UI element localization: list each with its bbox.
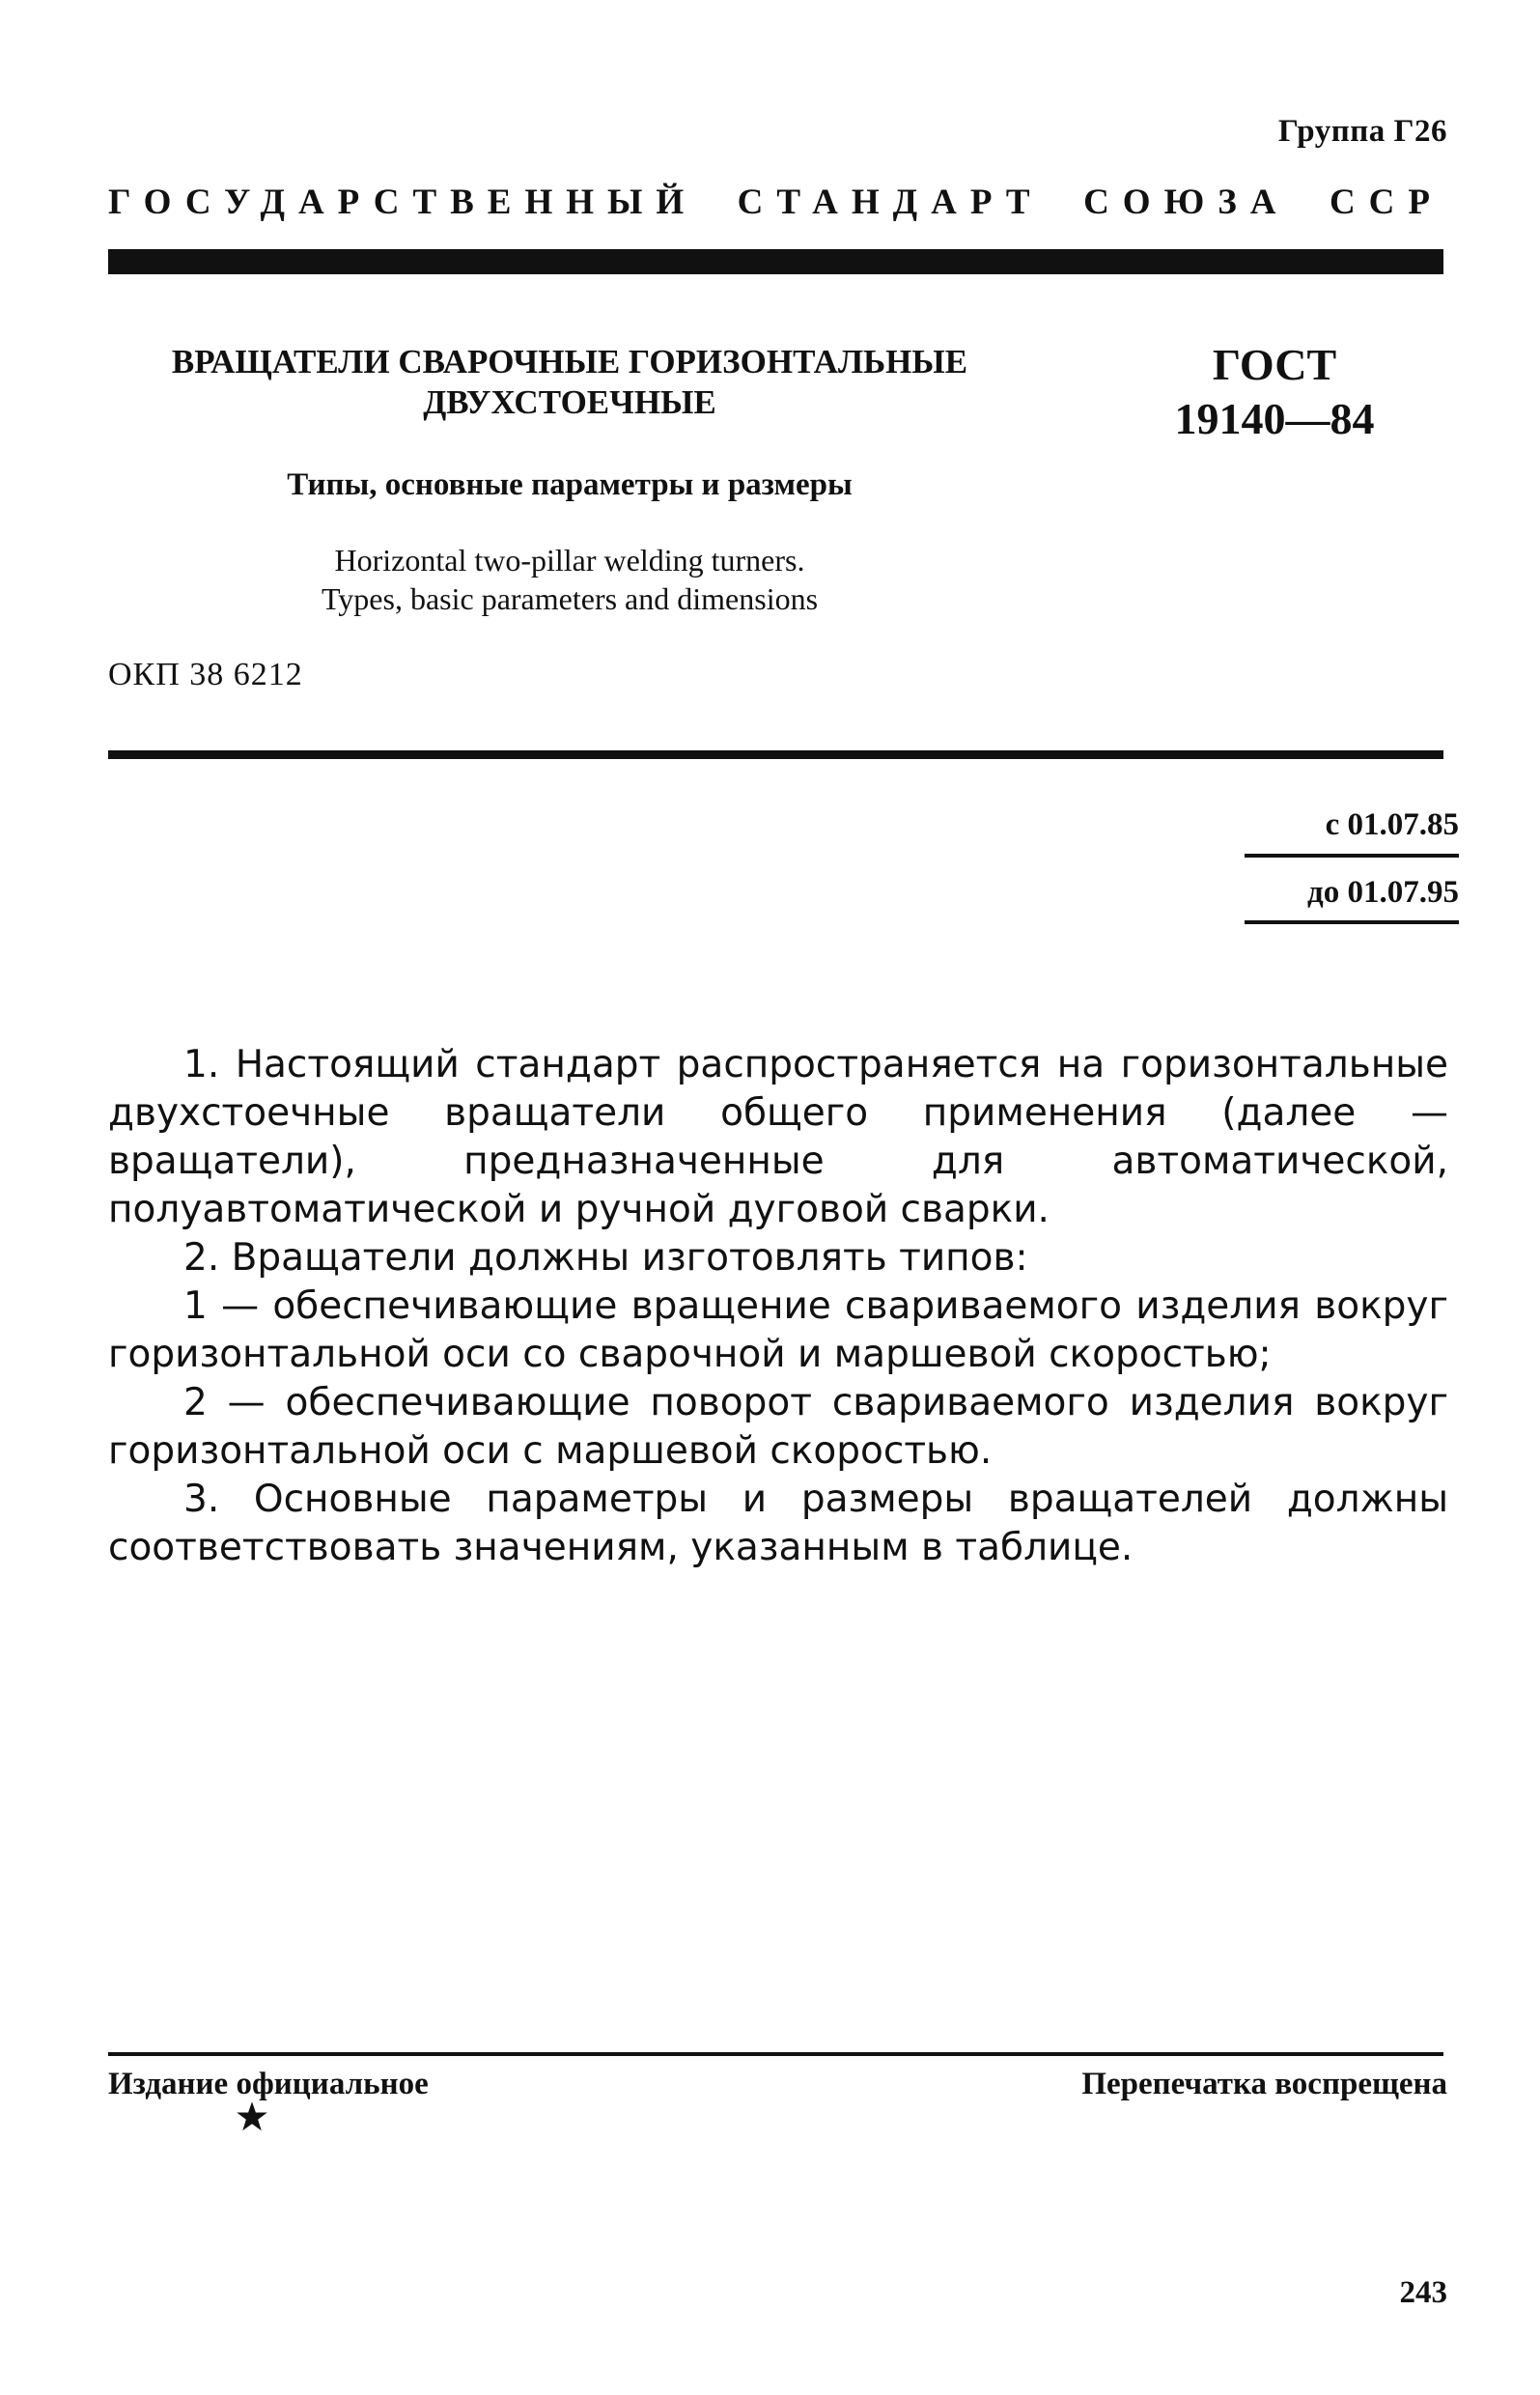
subtitle-english: [116, 541, 1023, 618]
heading-word-3: СОЮЗА: [1083, 183, 1290, 222]
top-divider: [108, 249, 1443, 274]
paragraph-3: 1 — обеспечивающие вращение свариваемого изделия вокруг горизонтальной оси со сварочной и маршевой скоростью;: [108, 1284, 1448, 1376]
state-standard-heading: [108, 182, 1443, 223]
heading-word-1: ГОСУДАРСТВЕННЫЙ: [108, 183, 698, 222]
document-title: [116, 342, 1023, 423]
title-line-2: ДВУХСТОЕЧНЫЕ: [423, 383, 716, 421]
title-line-1: ВРАЩАТЕЛИ СВАРОЧНЫЕ ГОРИЗОНТАЛЬНЫЕ: [171, 343, 968, 380]
okp-code: ОКП 38 6212: [108, 657, 303, 692]
paragraph-2: 2. Вращатели должны изготовлять типов:: [183, 1236, 1028, 1280]
paragraph-5: 3. Основные параметры и размеры вращателей должны соответствовать значениям, указанным в таблице.: [108, 1478, 1448, 1569]
subtitle-english-line-2: Types, basic parameters and dimensions: [321, 581, 819, 616]
gost-designation: [1130, 338, 1419, 446]
star-icon: [235, 2099, 269, 2134]
gost-label: ГОСТ: [1212, 340, 1337, 389]
subtitle-russian: Типы, основные параметры и размеры: [287, 467, 853, 502]
gost-number: 19140—84: [1174, 394, 1375, 443]
valid-to-underline: [1245, 920, 1459, 924]
heading-word-2: СТАНДАРТ: [737, 183, 1044, 222]
subtitle-english-line-1: Horizontal two-pillar welding turners.: [334, 543, 805, 578]
valid-from-underline: [1245, 854, 1459, 858]
body-text: [108, 1041, 1448, 1572]
reprint-prohibited-label: Перепечатка воспрещена: [1081, 2067, 1447, 2101]
official-edition-label: Издание официальное: [108, 2067, 429, 2101]
page-number: 243: [1399, 2275, 1447, 2310]
paragraph-1: 1. Настоящий стандарт распространяется на горизонтальные двухстоечные вращатели общего применения (далее — вращатели), предназначенные для автоматической, полуавтоматической и ручной дуговой сварки.: [108, 1043, 1448, 1231]
paragraph-4: 2 — обеспечивающие поворот свариваемого изделия вокруг горизонтальной оси с маршевой скоростью.: [108, 1381, 1448, 1473]
heading-word-4: ССР: [1329, 183, 1443, 222]
valid-to-date: до 01.07.95: [1307, 875, 1459, 910]
footer-divider: [108, 2052, 1443, 2056]
middle-divider: [108, 750, 1443, 759]
group-code: Группа Г26: [1277, 114, 1447, 149]
valid-from-date: с 01.07.85: [1325, 807, 1459, 842]
